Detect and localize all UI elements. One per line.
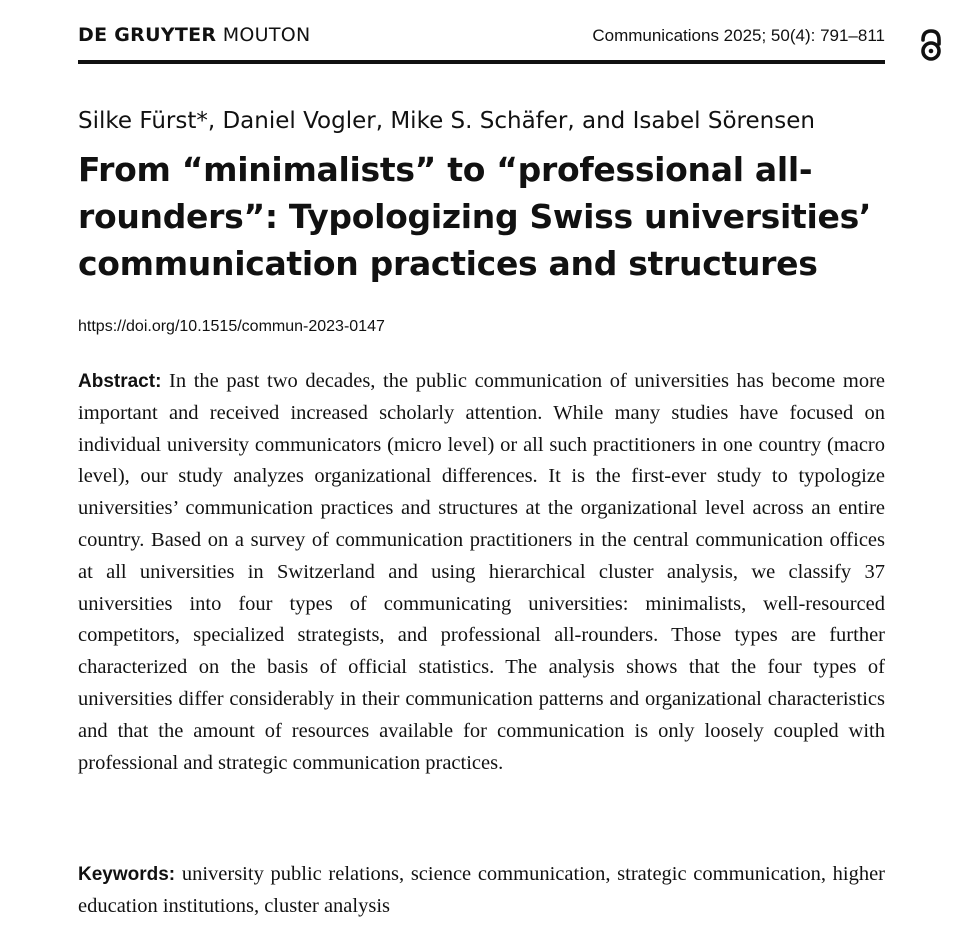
publisher-imprint: MOUTON xyxy=(222,24,311,46)
doi-link[interactable]: https://doi.org/10.1515/commun-2023-0147 xyxy=(78,318,385,335)
open-access-icon xyxy=(917,28,945,62)
keywords xyxy=(78,859,885,923)
abstract xyxy=(78,366,885,779)
keywords-text: university public relations, science communication, strategic communication, higher education institutions, cluster analysis xyxy=(78,863,885,917)
author-list: Silke Fürst*, Daniel Vogler, Mike S. Schäfer, and Isabel Sörensen xyxy=(78,108,815,134)
publisher-logo xyxy=(78,24,311,46)
article-title: From “minimalists” to “professional all-rounders”: Typologizing Swiss universities’ communication practices and structures xyxy=(78,150,872,283)
keywords-label: Keywords: xyxy=(78,864,176,885)
publisher-name: DE GRUYTER xyxy=(78,24,217,46)
abstract-label: Abstract: xyxy=(78,371,162,392)
abstract-text: In the past two decades, the public communication of universities has become more important and received increased scholarly attention. While many studies have focused on individual university communicators (micro level) or all such practitioners in one country (macro level), our study analyzes organizational differences. It is the first-ever study to typologize universities’ communication practices and structures at the organizational level across an entire country. Based on a survey of communication practitioners in the central communication offices at all universities in Switzerland and using hierarchical cluster analysis, we classify 37 universities into four types of communicating universities: minimalists, well-resourced competitors, specialized strategists, and professional all-rounders. Those types are further characterized on the basis of official statistics. The analysis shows that the four types of universities differ considerably in their communication patterns and organizational characteristics and that the amount of resources available for communication is only loosely coupled with professional and strategic communication practices. xyxy=(78,370,885,774)
journal-citation: Communications 2025; 50(4): 791–811 xyxy=(592,26,885,45)
header-rule xyxy=(78,60,885,64)
